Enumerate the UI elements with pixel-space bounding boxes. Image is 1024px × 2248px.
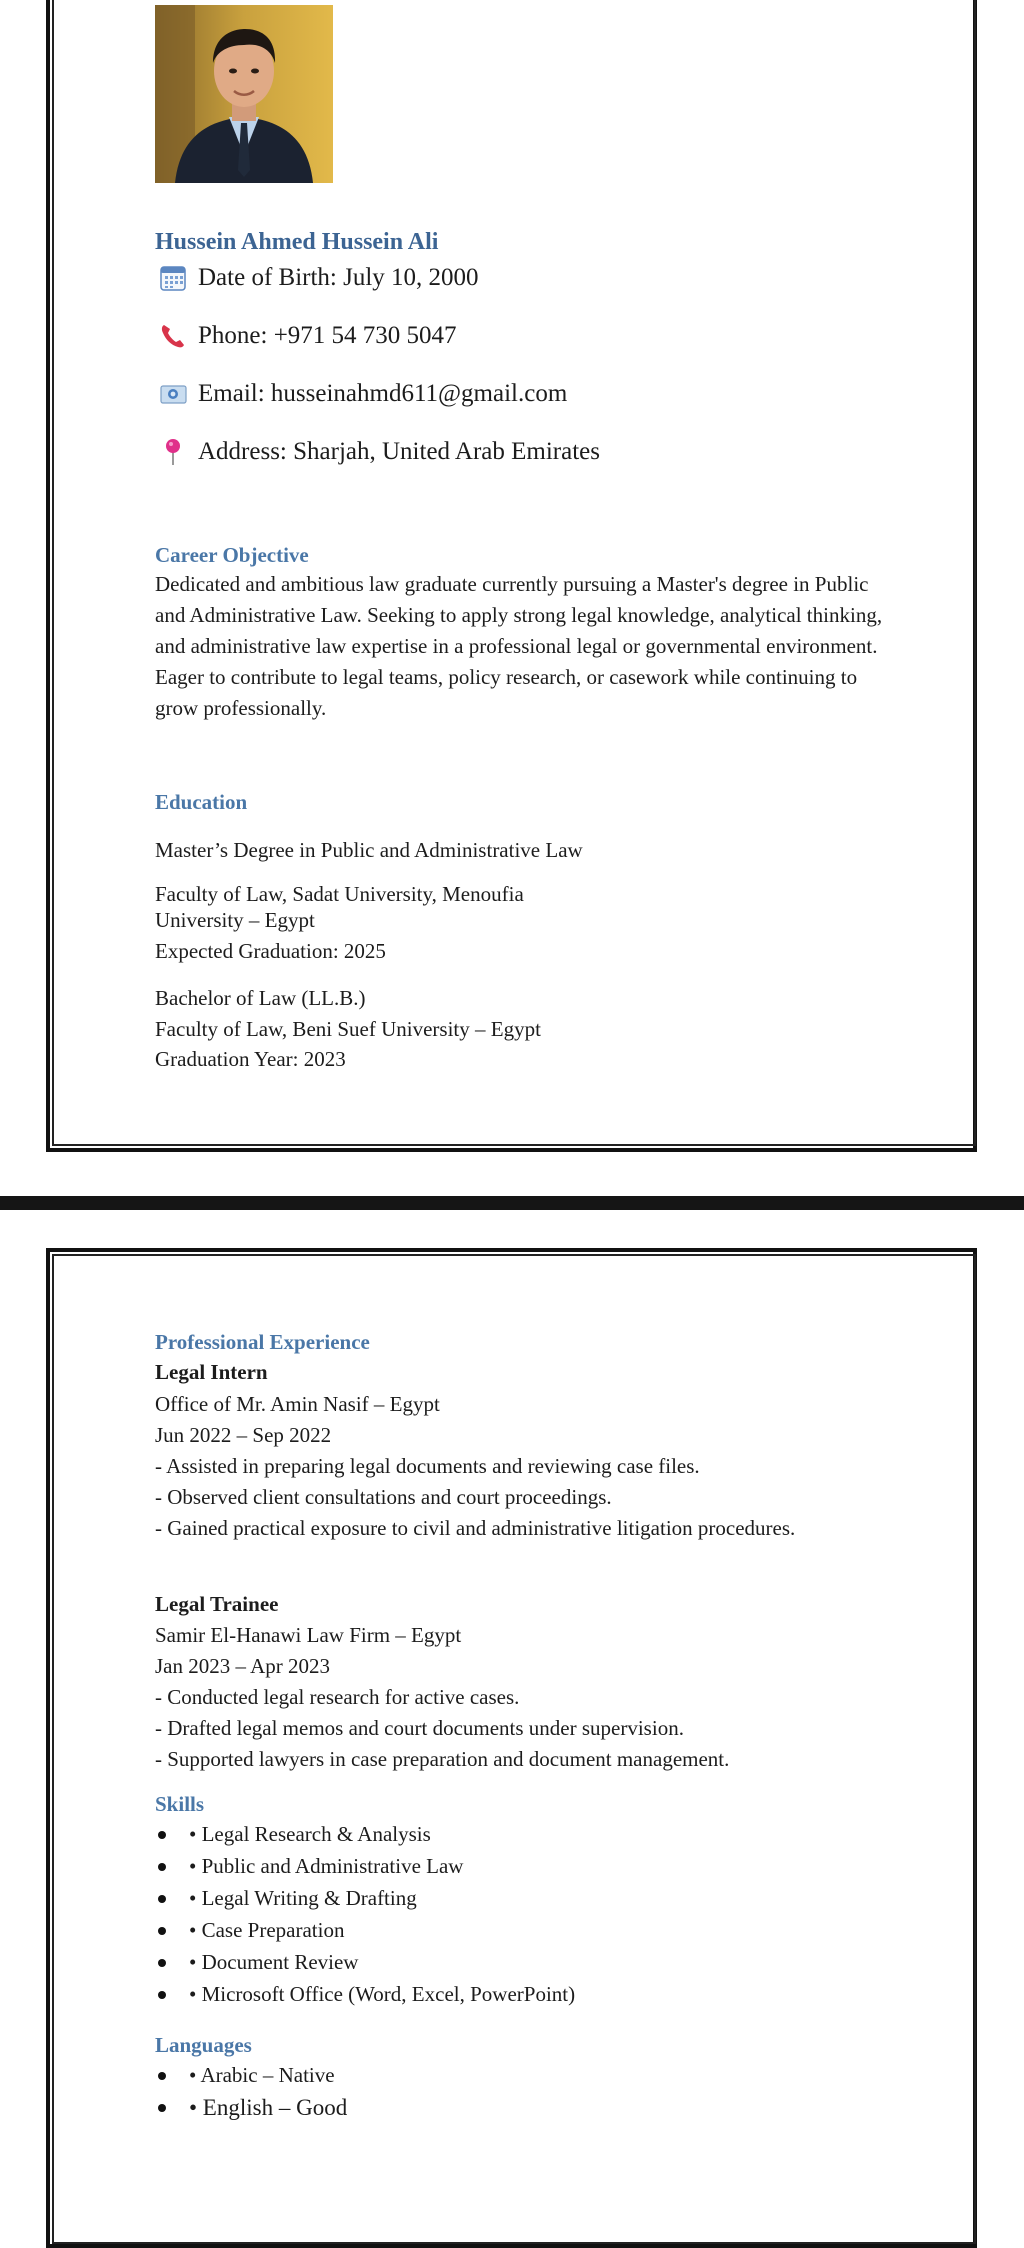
bullet-icon	[158, 1991, 166, 1999]
language-item: • Arabic – Native	[155, 2063, 335, 2088]
bullet-icon	[158, 2104, 166, 2112]
page-divider	[0, 1196, 1024, 1210]
bullet-icon	[158, 1863, 166, 1871]
email-text: Email: husseinahmd611@gmail.com	[198, 380, 568, 407]
bullet-icon	[158, 1895, 166, 1903]
job-2-dates: Jan 2023 – Apr 2023	[155, 1654, 330, 1678]
bachelor-school: Faculty of Law, Beni Suef University – Egypt	[155, 1017, 541, 1041]
skill-item: • Public and Administrative Law	[155, 1854, 463, 1879]
career-objective-heading: Career Objective	[155, 543, 309, 567]
skill-item: • Legal Research & Analysis	[155, 1822, 431, 1847]
pushpin-icon	[158, 437, 188, 467]
job-2-org: Samir El-Hanawi Law Firm – Egypt	[155, 1623, 462, 1647]
email-row	[158, 379, 567, 409]
phone-text: Phone: +971 54 730 5047	[198, 322, 457, 349]
masters-school-line-1: Faculty of Law, Sadat University, Menoufia	[155, 882, 524, 906]
job-1-org: Office of Mr. Amin Nasif – Egypt	[155, 1392, 440, 1416]
skill-item: • Legal Writing & Drafting	[155, 1886, 417, 1911]
envelope-icon	[158, 379, 188, 409]
job-1-duty: - Observed client consultations and court proceedings.	[155, 1485, 612, 1509]
bullet-icon	[158, 1831, 166, 1839]
job-2-duty: - Drafted legal memos and court documents under supervision.	[155, 1716, 684, 1740]
masters-degree: Master’s Degree in Public and Administrative Law	[155, 838, 583, 862]
profile-photo	[155, 5, 333, 183]
bullet-icon	[158, 2072, 166, 2080]
job-1-role: Legal Intern	[155, 1360, 268, 1384]
languages-heading: Languages	[155, 2033, 252, 2057]
skill-item: • Microsoft Office (Word, Excel, PowerPoint)	[155, 1982, 575, 2007]
job-2-duty: - Conducted legal research for active cases.	[155, 1685, 520, 1709]
bullet-icon	[158, 1959, 166, 1967]
career-objective-text: Dedicated and ambitious law graduate currently pursuing a Master's degree in Public and Administrative Law. Seeking to apply strong legal knowledge, analytical thinking, and administrative law expertise in a professional legal or governmental environment. Eager to contribute to legal teams, policy research, or casework while continuing to grow professionally.	[155, 572, 883, 720]
dob-row	[158, 263, 479, 293]
bachelor-graduation: Graduation Year: 2023	[155, 1047, 346, 1071]
skills-heading: Skills	[155, 1792, 205, 1816]
language-item: • English – Good	[155, 2095, 347, 2121]
skill-item: • Document Review	[155, 1950, 358, 1975]
masters-school-line-2: University – Egypt	[155, 908, 315, 932]
experience-heading: Professional Experience	[155, 1330, 370, 1354]
bullet-icon	[158, 1927, 166, 1935]
job-1-duty: - Gained practical exposure to civil and administrative litigation procedures.	[155, 1516, 796, 1540]
bachelor-degree: Bachelor of Law (LL.B.)	[155, 986, 366, 1010]
job-2-role: Legal Trainee	[155, 1592, 279, 1616]
job-1-duty: - Assisted in preparing legal documents and reviewing case files.	[155, 1454, 700, 1478]
education-heading: Education	[155, 790, 248, 814]
job-1-dates: Jun 2022 – Sep 2022	[155, 1423, 332, 1447]
dob-text: Date of Birth: July 10, 2000	[198, 264, 479, 291]
phone-icon	[158, 321, 188, 351]
masters-graduation: Expected Graduation: 2025	[155, 939, 386, 963]
calendar-icon	[158, 263, 188, 293]
address-row	[158, 437, 600, 467]
candidate-name: Hussein Ahmed Hussein Ali	[155, 229, 439, 255]
phone-row	[158, 321, 457, 351]
skill-item: • Case Preparation	[155, 1918, 344, 1943]
job-2-duty: - Supported lawyers in case preparation and document management.	[155, 1747, 730, 1771]
address-text: Address: Sharjah, United Arab Emirates	[198, 438, 600, 465]
